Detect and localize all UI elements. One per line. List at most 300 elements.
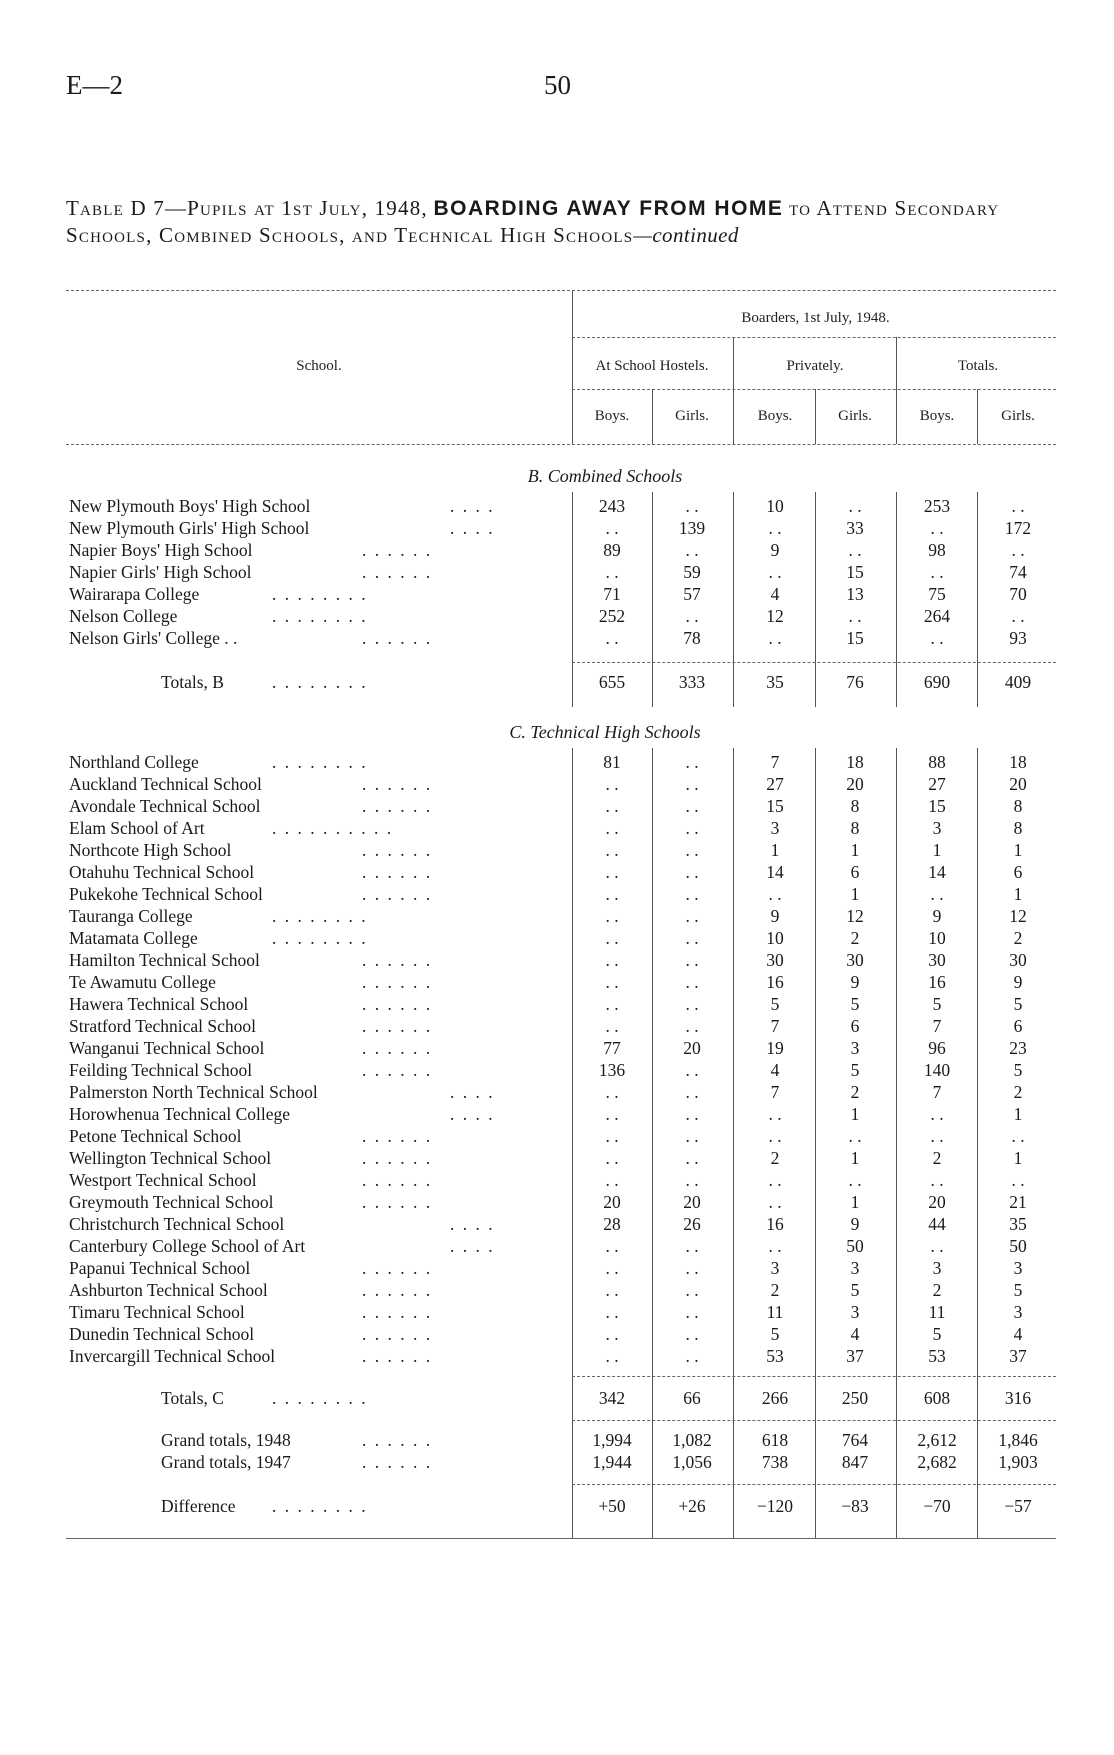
school-name: Hawera Technical School [69, 994, 249, 1014]
cell: 7 [770, 752, 780, 772]
cell: . . [605, 862, 619, 882]
cell: 1 [932, 840, 942, 860]
cell: . . [848, 496, 862, 516]
table-row [0, 1280, 1114, 1302]
leader-dots: . . . . . . . . [272, 1496, 368, 1516]
table-row [0, 606, 1114, 628]
school-name: Napier Girls' High School [69, 562, 252, 582]
school-name: Palmerston North Technical School [69, 1082, 318, 1102]
cell: 77 [603, 1038, 621, 1058]
cell: 3 [850, 1302, 860, 1322]
cell: +26 [678, 1496, 706, 1516]
col-girls: Girls. [675, 408, 709, 424]
school-name: Stratford Technical School [69, 1016, 257, 1036]
header-divider [896, 337, 897, 444]
leader-dots: . . . . . . [362, 1170, 433, 1190]
school-name: Greymouth Technical School [69, 1192, 274, 1212]
cell: 140 [923, 1060, 951, 1080]
cell: . . [685, 840, 699, 860]
cell: 8 [850, 818, 860, 838]
table-row [0, 584, 1114, 606]
leader-dots: . . . . . . [362, 1324, 433, 1344]
header-bottom-rule [66, 444, 1056, 445]
cell: 1 [850, 884, 860, 904]
cell: 59 [683, 562, 701, 582]
cell: 2,682 [917, 1452, 957, 1472]
leader-dots: . . . . . . . . [272, 928, 368, 948]
cell: 28 [603, 1214, 621, 1234]
cell: 21 [1009, 1192, 1027, 1212]
table-row [0, 1324, 1114, 1346]
cell: . . [685, 884, 699, 904]
cell: 9 [850, 1214, 860, 1234]
cell: 16 [766, 972, 784, 992]
cell: . . [605, 928, 619, 948]
cell: 3 [850, 1038, 860, 1058]
cell: 136 [598, 1060, 626, 1080]
section-b-title: B. Combined Schools [527, 466, 683, 486]
cell: . . [1011, 540, 1025, 560]
cell: 243 [598, 496, 626, 516]
cell: 1,903 [998, 1452, 1038, 1472]
group-hostels: At School Hostels. [595, 358, 709, 374]
table-row [0, 1082, 1114, 1104]
leader-dots: . . . . . . . . [272, 1388, 368, 1408]
cell: 266 [761, 1388, 789, 1408]
table-row [0, 1060, 1114, 1082]
leader-dots: . . . . . . [362, 1126, 433, 1146]
cell: . . [768, 1126, 782, 1146]
leader-dots: . . . . . . [362, 562, 433, 582]
title-part2: to Attend Secondary Schools, Combined Schools, and Technical High Schools [66, 196, 1000, 247]
totals-c-bottom-rule [572, 1420, 1056, 1421]
cell: . . [685, 1148, 699, 1168]
cell: 10 [766, 928, 784, 948]
cell: 35 [766, 672, 784, 692]
cell: . . [685, 906, 699, 926]
cell: 5 [1013, 1060, 1023, 1080]
cell: 2 [1013, 928, 1023, 948]
cell: 342 [598, 1388, 626, 1408]
cell: . . [605, 628, 619, 648]
cell: 1 [1013, 840, 1023, 860]
cell: . . [605, 1170, 619, 1190]
groups-rule [572, 389, 1056, 390]
cell: 4 [770, 1060, 780, 1080]
table-row [0, 1346, 1114, 1368]
cell: 7 [932, 1082, 942, 1102]
cell: . . [768, 1170, 782, 1190]
cell: . . [685, 774, 699, 794]
cell: . . [685, 1302, 699, 1322]
totals-row [0, 672, 1114, 694]
cell: 250 [841, 1388, 869, 1408]
school-name: Westport Technical School [69, 1170, 257, 1190]
table-row [0, 540, 1114, 562]
cell: 1,846 [998, 1430, 1038, 1450]
cell: 20 [1009, 774, 1027, 794]
cell: . . [685, 796, 699, 816]
cell: 252 [598, 606, 626, 626]
cell: 11 [766, 1302, 784, 1322]
leader-dots: . . . . [450, 1236, 495, 1256]
table-row [0, 884, 1114, 906]
school-name: Elam School of Art [69, 818, 205, 838]
cell: . . [930, 884, 944, 904]
cell: 88 [928, 752, 946, 772]
cell: 5 [932, 994, 942, 1014]
cell: 14 [766, 862, 784, 882]
cell: 18 [1009, 752, 1027, 772]
cell: . . [1011, 606, 1025, 626]
cell: 3 [1013, 1258, 1023, 1278]
cell: 3 [850, 1258, 860, 1278]
cell: 1,056 [672, 1452, 712, 1472]
grand-total-label: Grand totals, 1947 [161, 1452, 291, 1472]
school-name: Auckland Technical School [69, 774, 262, 794]
cell: 37 [846, 1346, 864, 1366]
leader-dots: . . . . . . [362, 796, 433, 816]
table-row [0, 518, 1114, 540]
cell: . . [685, 972, 699, 992]
table-row [0, 628, 1114, 650]
cell: . . [930, 1236, 944, 1256]
cell: . . [685, 1346, 699, 1366]
grand-total-row [0, 1430, 1114, 1452]
cell: . . [930, 628, 944, 648]
difference-rule [572, 1484, 1056, 1485]
cell: 9 [932, 906, 942, 926]
section-c-title: C. Technical High Schools [509, 722, 701, 742]
leader-dots: . . . . . . [362, 1192, 433, 1212]
table-row [0, 1038, 1114, 1060]
cell: . . [605, 1016, 619, 1036]
cell: 9 [770, 906, 780, 926]
table-row [0, 1192, 1114, 1214]
cell: 30 [1009, 950, 1027, 970]
col-girls: Girls. [1001, 408, 1035, 424]
table-row [0, 1104, 1114, 1126]
school-name: Timaru Technical School [69, 1302, 245, 1322]
leader-dots: . . . . . . [362, 994, 433, 1014]
cell: . . [685, 1104, 699, 1124]
cell: . . [605, 518, 619, 538]
cell: 76 [846, 672, 864, 692]
cell: 74 [1009, 562, 1027, 582]
cell: +50 [598, 1496, 626, 1516]
cell: 764 [841, 1430, 869, 1450]
cell: . . [930, 518, 944, 538]
cell: −57 [1004, 1496, 1032, 1516]
cell: −120 [756, 1496, 794, 1516]
school-name: Wellington Technical School [69, 1148, 272, 1168]
cell: 16 [928, 972, 946, 992]
page-number: 50 [544, 70, 571, 100]
cell: . . [605, 1346, 619, 1366]
header-divider [733, 337, 734, 444]
cell: . . [605, 562, 619, 582]
school-name: Wairarapa College [69, 584, 200, 604]
totals-label: Totals, B [161, 672, 224, 692]
cell: 1 [1013, 1148, 1023, 1168]
title-bold: BOARDING AWAY FROM HOME [433, 197, 784, 220]
cell: 5 [932, 1324, 942, 1344]
cell: . . [605, 1126, 619, 1146]
table-row [0, 1126, 1114, 1148]
cell: . . [605, 1324, 619, 1344]
cell: 12 [846, 906, 864, 926]
cell: 1,944 [592, 1452, 632, 1472]
cell: 19 [766, 1038, 784, 1058]
cell: 66 [683, 1388, 701, 1408]
cell: . . [768, 1192, 782, 1212]
leader-dots: . . . . . . [362, 628, 433, 648]
cell: 1 [850, 840, 860, 860]
leader-dots: . . . . . . [362, 862, 433, 882]
table-row [0, 496, 1114, 518]
cell: . . [685, 1280, 699, 1300]
col-boys: Boys. [594, 408, 630, 424]
cell: 3 [932, 818, 942, 838]
cell: −70 [923, 1496, 951, 1516]
header-top-rule [66, 290, 1056, 291]
cell: 738 [761, 1452, 789, 1472]
leader-dots: . . . . . . [362, 950, 433, 970]
table-row [0, 1302, 1114, 1324]
cell: 23 [1009, 1038, 1027, 1058]
cell: 618 [761, 1430, 789, 1450]
cell: 847 [841, 1452, 869, 1472]
cell: 6 [850, 1016, 860, 1036]
school-name: Invercargill Technical School [69, 1346, 276, 1366]
cell: 5 [1013, 994, 1023, 1014]
cell: 1 [850, 1148, 860, 1168]
cell: 172 [1004, 518, 1032, 538]
cell: . . [685, 950, 699, 970]
cell: 253 [923, 496, 951, 516]
cell: 44 [928, 1214, 946, 1234]
school-heading: School. [296, 358, 342, 374]
leader-dots: . . . . [450, 496, 495, 516]
cell: 20 [683, 1192, 701, 1212]
leader-dots: . . . . . . [362, 1346, 433, 1366]
table-row [0, 1258, 1114, 1280]
cell: . . [848, 606, 862, 626]
cell: 6 [1013, 1016, 1023, 1036]
cell: 316 [1004, 1388, 1032, 1408]
leader-dots: . . . . . . . . [272, 606, 368, 626]
cell: . . [768, 1104, 782, 1124]
table-bottom-rule [66, 1538, 1056, 1539]
cell: 8 [850, 796, 860, 816]
school-name: Petone Technical School [69, 1126, 242, 1146]
cell: . . [685, 1016, 699, 1036]
school-name: Nelson Girls' College . . [69, 628, 238, 648]
cell: . . [768, 884, 782, 904]
cell: 10 [766, 496, 784, 516]
totals-c-rule [572, 1376, 1056, 1377]
cell: 5 [850, 1280, 860, 1300]
totals-b-rule [572, 662, 1056, 663]
leader-dots: . . . . . . [362, 1258, 433, 1278]
table-title [66, 195, 1056, 249]
cell: 89 [603, 540, 621, 560]
table-row [0, 818, 1114, 840]
cell: 5 [770, 994, 780, 1014]
totals-row [0, 1388, 1114, 1410]
cell: . . [685, 862, 699, 882]
cell: . . [768, 518, 782, 538]
cell: . . [605, 840, 619, 860]
school-name: Tauranga College [69, 906, 193, 926]
leader-dots: . . . . . . . . . . [272, 818, 394, 838]
cell: 98 [928, 540, 946, 560]
cell: 1 [850, 1192, 860, 1212]
cell: 9 [850, 972, 860, 992]
cell: . . [930, 1104, 944, 1124]
cell: 409 [1004, 672, 1032, 692]
table-row [0, 994, 1114, 1016]
cell: . . [1011, 1126, 1025, 1146]
table-row [0, 562, 1114, 584]
cell: 50 [846, 1236, 864, 1256]
leader-dots: . . . . . . . . [272, 752, 368, 772]
cell: . . [605, 1258, 619, 1278]
cell: 14 [928, 862, 946, 882]
leader-dots: . . . . . . [362, 1038, 433, 1058]
cell: 2 [850, 1082, 860, 1102]
cell: 1 [850, 1104, 860, 1124]
cell: 15 [928, 796, 946, 816]
difference-row [0, 1496, 1114, 1518]
cell: . . [605, 1236, 619, 1256]
cell: 6 [850, 862, 860, 882]
cell: 96 [928, 1038, 946, 1058]
cell: 15 [846, 562, 864, 582]
cell: 11 [928, 1302, 946, 1322]
cell: 26 [683, 1214, 701, 1234]
cell: 16 [766, 1214, 784, 1234]
cell: 7 [770, 1082, 780, 1102]
cell: 35 [1009, 1214, 1027, 1234]
school-name: Matamata College [69, 928, 198, 948]
cell: 264 [923, 606, 951, 626]
school-name: Horowhenua Technical College [69, 1104, 291, 1124]
table-row [0, 1148, 1114, 1170]
cell: 20 [846, 774, 864, 794]
cell: . . [685, 1236, 699, 1256]
school-name: Northcote High School [69, 840, 232, 860]
cell: . . [685, 496, 699, 516]
col-girls: Girls. [838, 408, 872, 424]
cell: 8 [1013, 796, 1023, 816]
leader-dots: . . . . . . [362, 1016, 433, 1036]
leader-dots: . . . . . . [362, 1302, 433, 1322]
cell: 4 [850, 1324, 860, 1344]
leader-dots: . . . . [450, 1082, 495, 1102]
school-name: Papanui Technical School [69, 1258, 251, 1278]
cell: −83 [841, 1496, 869, 1516]
cell: 3 [1013, 1302, 1023, 1322]
leader-dots: . . . . . . [362, 774, 433, 794]
cell: 2 [1013, 1082, 1023, 1102]
table-row [0, 752, 1114, 774]
cell: . . [685, 1324, 699, 1344]
cell: 75 [928, 584, 946, 604]
school-name: Ashburton Technical School [69, 1280, 268, 1300]
school-name: Pukekohe Technical School [69, 884, 263, 904]
leader-dots: . . . . . . [362, 1280, 433, 1300]
cell: . . [605, 1082, 619, 1102]
cell: . . [685, 1258, 699, 1278]
leader-dots: . . . . . . [362, 1148, 433, 1168]
difference-label: Difference [161, 1496, 236, 1516]
school-name: Hamilton Technical School [69, 950, 260, 970]
cell: 9 [1013, 972, 1023, 992]
cell: 1,994 [592, 1430, 632, 1450]
cell: . . [605, 1280, 619, 1300]
cell: 57 [683, 584, 701, 604]
cell: 608 [923, 1388, 951, 1408]
cell: . . [930, 1126, 944, 1146]
cell: . . [685, 1126, 699, 1146]
cell: 3 [770, 818, 780, 838]
leader-dots: . . . . . . . . [272, 584, 368, 604]
cell: 12 [1009, 906, 1027, 926]
group-totals: Totals. [957, 358, 999, 374]
cell: . . [848, 1170, 862, 1190]
cell: 30 [928, 950, 946, 970]
school-name: Nelson College [69, 606, 178, 626]
cell: 4 [770, 584, 780, 604]
leader-dots: . . . . [450, 1104, 495, 1124]
school-name: Wanganui Technical School [69, 1038, 265, 1058]
cell: . . [605, 796, 619, 816]
cell: 9 [770, 540, 780, 560]
cell: . . [685, 994, 699, 1014]
cell: 2 [932, 1280, 942, 1300]
leader-dots: . . . . . . [362, 1060, 433, 1080]
cell: 71 [603, 584, 621, 604]
cell: 2 [770, 1280, 780, 1300]
table-row [0, 862, 1114, 884]
cell: . . [685, 752, 699, 772]
school-name: Otahuhu Technical School [69, 862, 255, 882]
leader-dots: . . . . [450, 1214, 495, 1234]
school-name: Te Awamutu College [69, 972, 216, 992]
cell: . . [848, 540, 862, 560]
leader-dots: . . . . . . . . [272, 906, 368, 926]
cell: . . [685, 818, 699, 838]
cell: 30 [766, 950, 784, 970]
grand-total-label: Grand totals, 1948 [161, 1430, 291, 1450]
cell: . . [930, 562, 944, 582]
leader-dots: . . . . . . [362, 884, 433, 904]
cell: 333 [678, 672, 706, 692]
cell: 33 [846, 518, 864, 538]
totals-label: Totals, C [161, 1388, 224, 1408]
cell: 3 [770, 1258, 780, 1278]
cell: . . [848, 1126, 862, 1146]
cell: . . [605, 774, 619, 794]
title-continued: —continued [633, 223, 739, 247]
cell: 690 [923, 672, 951, 692]
cell: 20 [603, 1192, 621, 1212]
cell: . . [768, 562, 782, 582]
school-name: New Plymouth Boys' High School [69, 496, 311, 516]
cell: 93 [1009, 628, 1027, 648]
group-privately: Privately. [786, 358, 844, 374]
